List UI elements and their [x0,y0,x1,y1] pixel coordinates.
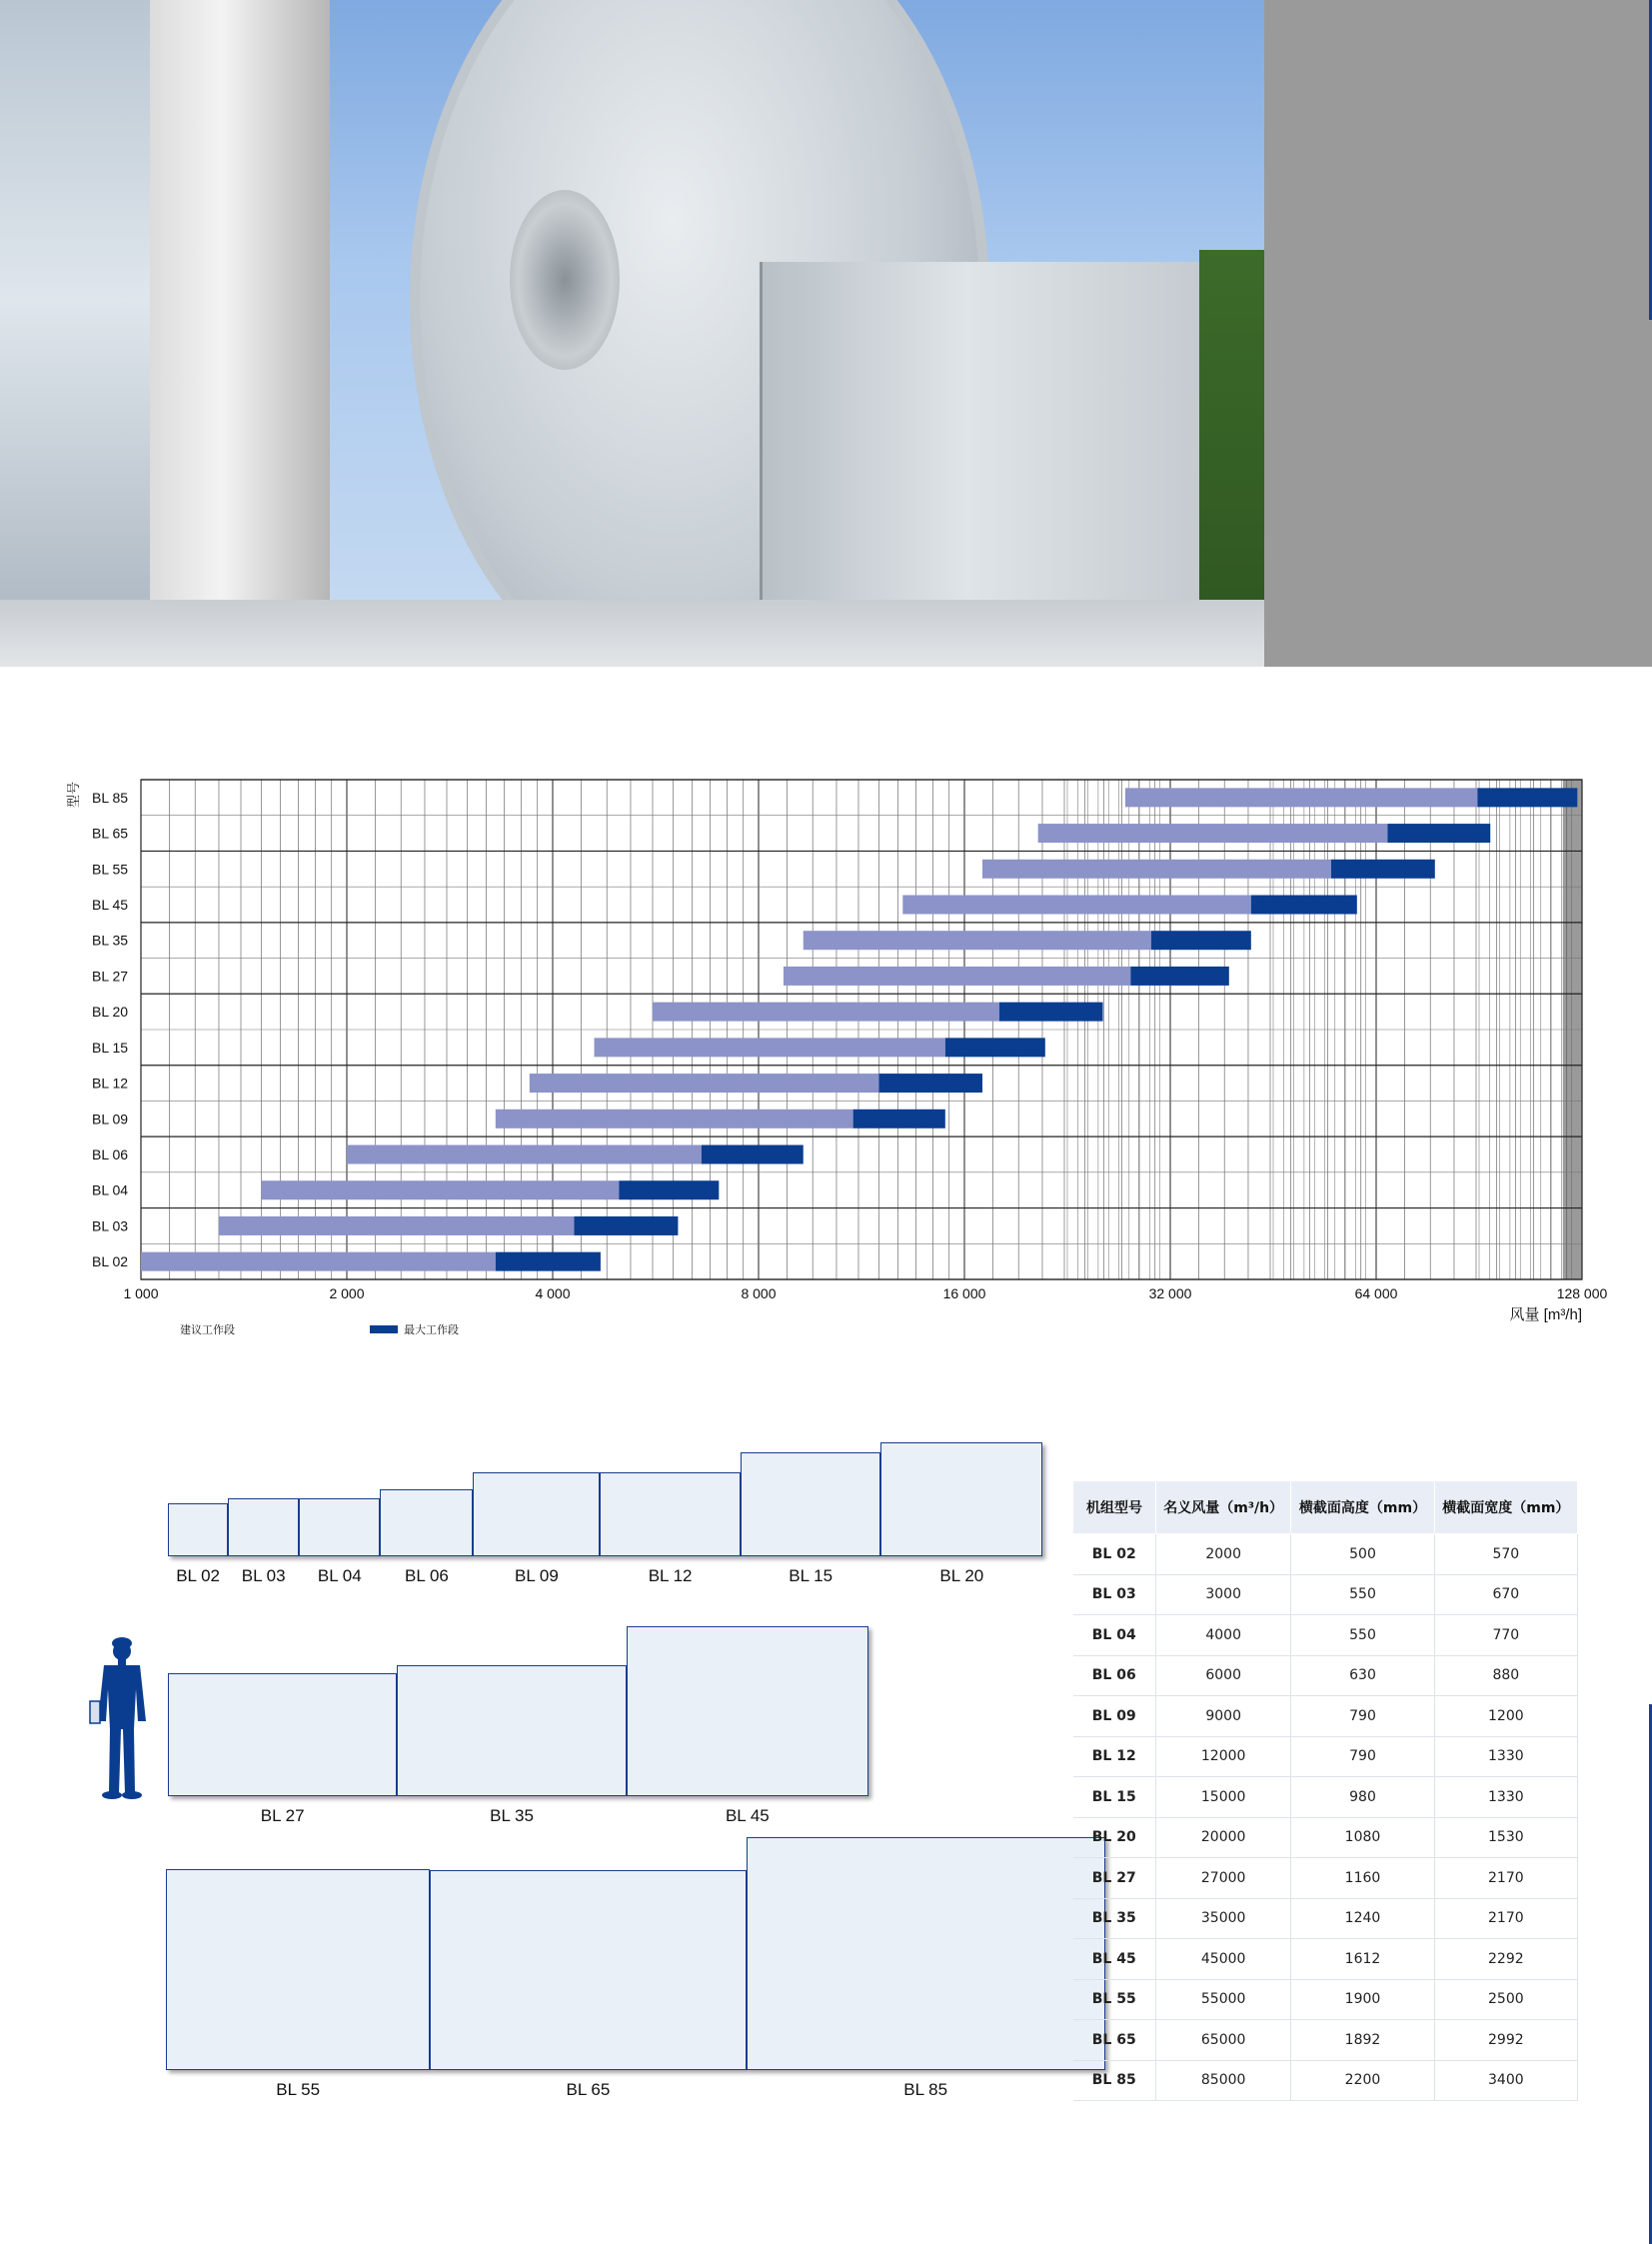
table-cell-value: 550 [1291,1574,1434,1615]
table-cell-value: 55000 [1156,1979,1291,2020]
y-axis-title: 型号 [66,781,81,808]
spec-table-header: 横截面宽度（mm） [1434,1481,1577,1534]
bar-maximum [1331,860,1435,879]
unit-size-label: BL 09 [514,1566,559,1585]
bar-maximum [879,1074,983,1093]
unit-size-label: BL 02 [176,1566,221,1585]
table-cell-value: 3000 [1156,1574,1291,1615]
unit-size-box [168,1503,228,1556]
table-cell-model: BL 03 [1073,1574,1156,1615]
y-tick-label: BL 12 [92,1075,129,1092]
bar-maximum [853,1110,945,1128]
table-cell-value: 670 [1434,1574,1577,1615]
unit-size-box [299,1498,380,1556]
table-cell-model: BL 09 [1073,1696,1156,1737]
y-tick-label: BL 85 [92,789,129,806]
bar-recommended [653,1003,999,1022]
unit-size-box [880,1442,1042,1556]
unit-size-label: BL 65 [566,2080,611,2099]
table-cell-value: 2500 [1434,1979,1577,2020]
unit-size-label: BL 03 [241,1566,286,1585]
table-cell-value: 790 [1291,1736,1434,1777]
table-cell-model: BL 85 [1073,2060,1156,2101]
table-cell-value: 1160 [1291,1858,1434,1899]
y-tick-label: BL 03 [92,1217,129,1234]
table-cell-model: BL 35 [1073,1898,1156,1939]
x-tick-label: 2 000 [329,1285,365,1301]
table-row [1073,1858,1578,1899]
airflow-chart-svg [0,760,1652,1339]
bar-recommended [902,896,1251,915]
table-cell-model: BL 20 [1073,1817,1156,1858]
table-cell-model: BL 02 [1073,1534,1156,1575]
table-cell-value: 550 [1291,1615,1434,1656]
x-tick-label: 128 000 [1556,1285,1608,1301]
hero-photo [0,0,1264,667]
table-cell-value: 880 [1434,1655,1577,1696]
y-tick-label: BL 04 [92,1181,129,1198]
table-cell-value: 1330 [1434,1736,1577,1777]
y-tick-label: BL 09 [92,1111,129,1127]
table-row [1073,1777,1578,1818]
unit-size-label: BL 06 [405,1566,449,1585]
table-cell-value: 12000 [1156,1736,1291,1777]
table-row [1073,1655,1578,1696]
unit-size-label: BL 45 [725,1806,770,1825]
bar-recommended [219,1216,575,1235]
unit-size-box [600,1472,741,1556]
table-row [1073,1898,1578,1939]
table-cell-model: BL 06 [1073,1655,1156,1696]
legend-maximum-label: 最大工作段 [404,1324,459,1336]
table-cell-value: 1080 [1291,1817,1434,1858]
unit-size-box [627,1626,868,1796]
spec-table-header: 横截面高度（mm） [1291,1481,1434,1534]
bar-recommended [595,1038,945,1057]
table-cell-value: 65000 [1156,2020,1291,2061]
bar-maximum [945,1038,1045,1057]
table-cell-value: 2000 [1156,1534,1291,1575]
legend-recommended-label: 建议工作段 [180,1324,235,1336]
y-tick-label: BL 35 [92,932,129,949]
unit-size-label: BL 20 [939,1566,984,1585]
x-tick-label: 16 000 [942,1285,986,1301]
y-tick-label: BL 20 [92,1004,129,1021]
table-cell-value: 630 [1291,1655,1434,1696]
legend-maximum-swatch [370,1325,398,1333]
table-cell-value: 15000 [1156,1777,1291,1818]
table-row [1073,1817,1578,1858]
table-cell-value: 1900 [1291,1979,1434,2020]
table-cell-value: 1892 [1291,2020,1434,2061]
bar-recommended [982,860,1331,879]
table-cell-model: BL 65 [1073,2020,1156,2061]
y-tick-label: BL 45 [92,897,129,913]
x-tick-label: 1 000 [123,1285,159,1301]
table-cell-value: 790 [1291,1696,1434,1737]
table-cell-value: 4000 [1156,1615,1291,1656]
bar-recommended [1125,788,1477,807]
unit-size-box [228,1498,299,1556]
table-row [1073,1534,1578,1575]
unit-size-box [473,1472,600,1556]
unit-size-box [430,1870,746,2070]
table-row [1073,1939,1578,1980]
table-cell-model: BL 27 [1073,1858,1156,1899]
bar-recommended [530,1074,879,1093]
legend-maximum [370,1321,459,1337]
bar-recommended [804,931,1151,950]
table-row [1073,1979,1578,2020]
airflow-chart [0,760,1652,1344]
table-cell-value: 1240 [1291,1898,1434,1939]
table-cell-model: BL 04 [1073,1615,1156,1656]
table-cell-value: 1530 [1434,1817,1577,1858]
table-row [1073,1736,1578,1777]
bar-maximum [1251,896,1357,915]
y-tick-label: BL 06 [92,1146,129,1162]
table-cell-value: 770 [1434,1615,1577,1656]
spec-table-header: 名义风量（m³/h） [1156,1481,1291,1534]
bar-maximum [1130,967,1228,986]
spec-table-header-row [1073,1481,1578,1534]
bar-recommended [347,1145,702,1164]
table-cell-value: 2992 [1434,2020,1577,2061]
table-cell-value: 2170 [1434,1858,1577,1899]
x-axis-title: 风量 [m³/h] [1509,1306,1582,1323]
unit-size-box [747,1837,1105,2070]
table-row [1073,2020,1578,2061]
table-row [1073,1615,1578,1656]
y-tick-label: BL 55 [92,861,129,878]
table-cell-model: BL 45 [1073,1939,1156,1980]
y-tick-label: BL 02 [92,1253,129,1270]
table-cell-model: BL 55 [1073,1979,1156,2020]
x-tick-label: 8 000 [741,1285,777,1301]
table-cell-value: 1612 [1291,1939,1434,1980]
table-cell-value: 2170 [1434,1898,1577,1939]
bar-maximum [1387,824,1490,843]
spec-table [1072,1480,1578,2101]
unit-size-box [166,1869,430,2070]
table-row [1073,2060,1578,2101]
unit-size-box [380,1489,473,1556]
table-cell-model: BL 15 [1073,1777,1156,1818]
bar-maximum [1477,788,1577,807]
grey-panel [1264,0,1652,667]
table-cell-value: 35000 [1156,1898,1291,1939]
table-cell-value: 1200 [1434,1696,1577,1737]
spec-table-header: 机组型号 [1073,1481,1156,1534]
bar-recommended [1038,824,1388,843]
unit-size-box [168,1673,397,1796]
x-tick-label: 64 000 [1354,1285,1398,1301]
x-tick-label: 4 000 [535,1285,571,1301]
table-cell-value: 6000 [1156,1655,1291,1696]
photo-steel-frame [150,0,330,667]
bar-maximum [1151,931,1251,950]
table-cell-value: 980 [1291,1777,1434,1818]
person-icon [82,1629,162,1799]
bar-recommended [141,1252,496,1271]
bar-maximum [999,1003,1103,1022]
bar-recommended [496,1110,853,1128]
unit-size-label: BL 04 [317,1566,362,1585]
unit-size-label: BL 85 [903,2080,948,2099]
unit-size-label: BL 12 [648,1566,693,1585]
bar-recommended [784,967,1130,986]
unit-size-label: BL 55 [276,2080,321,2099]
unit-size-label: BL 35 [490,1806,534,1825]
table-cell-value: 85000 [1156,2060,1291,2101]
photo-wheel-hub [510,190,620,370]
bar-maximum [574,1216,678,1235]
photo-building [0,0,175,667]
table-cell-value: 3400 [1434,2060,1577,2101]
table-row [1073,1574,1578,1615]
unit-size-label: BL 15 [789,1566,833,1585]
legend-recommended [180,1321,235,1337]
x-tick-label: 32 000 [1148,1285,1192,1301]
spec-table-body [1073,1534,1578,2101]
y-tick-label: BL 65 [92,825,129,842]
table-cell-value: 500 [1291,1534,1434,1575]
bar-maximum [496,1252,601,1271]
table-cell-value: 570 [1434,1534,1577,1575]
y-tick-label: BL 27 [92,968,129,985]
table-cell-value: 1330 [1434,1777,1577,1818]
table-cell-value: 2200 [1291,2060,1434,2101]
bar-maximum [619,1180,719,1199]
unit-size-label: BL 27 [260,1806,305,1825]
table-cell-model: BL 12 [1073,1736,1156,1777]
unit-size-box [397,1665,626,1796]
table-cell-value: 27000 [1156,1858,1291,1899]
table-cell-value: 2292 [1434,1939,1577,1980]
table-cell-value: 45000 [1156,1939,1291,1980]
y-tick-label: BL 15 [92,1039,129,1056]
table-cell-value: 20000 [1156,1817,1291,1858]
unit-size-box [741,1452,881,1556]
photo-roof [0,600,1264,667]
table-row [1073,1696,1578,1737]
bar-recommended [262,1180,620,1199]
bar-maximum [702,1145,804,1164]
table-cell-value: 9000 [1156,1696,1291,1737]
